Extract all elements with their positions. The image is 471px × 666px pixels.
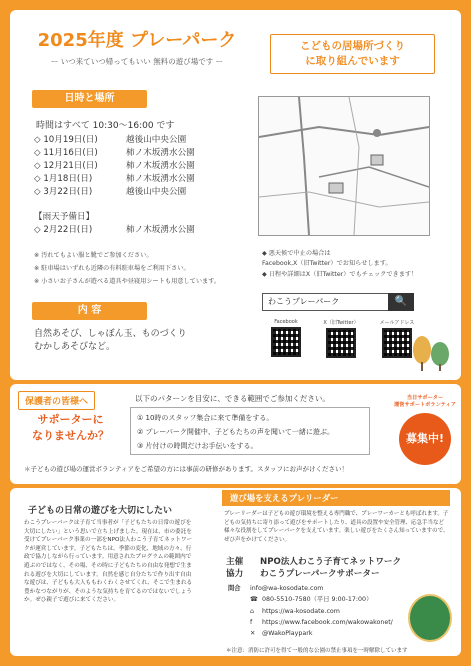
search-box[interactable]: わこうプレーパーク — [262, 293, 412, 311]
support-note: ＊子どもの遊び場の運営ボランティアをご希望の方には事前の研修があります。スタッフにお声がけください！ — [24, 465, 348, 473]
rain-day-label: 【雨天予備日】 — [34, 212, 95, 222]
contact-tel[interactable]: 080-5510-7580（平日 9:00-17:00） — [262, 596, 373, 604]
choice-line: ② プレーパーク開催中、子どもたちの声を聞いて一緒に遊ぶ。 — [137, 428, 335, 436]
badge-caption: 当日サポーター 運営サポートボランティア — [394, 395, 456, 408]
recruit-badge — [391, 395, 459, 465]
search-icon[interactable]: 🔍 — [388, 293, 414, 311]
qr-label: メールアドレス — [379, 320, 415, 326]
page-subtitle: ー いつ来ていつ帰ってもいい 無料の遊び場です ー — [50, 57, 224, 66]
schedule-row — [34, 159, 195, 172]
qr-label: X（旧Twitter） — [323, 320, 359, 326]
pattern-lead: 以下のパターンを目安に、できる範囲でご参加ください。 — [135, 394, 330, 403]
facebook-icon: f — [250, 618, 253, 626]
footer-note: ＊注意：消防に許可を得て一般的な公園の禁止事項を一時解除しています — [226, 648, 408, 654]
map-drawing — [259, 97, 429, 235]
schedule-list — [34, 133, 195, 198]
rain-place: 柿ノ木坂湧水公園 — [126, 225, 195, 235]
schedule-date: ◇ 12月21日(日) — [34, 161, 98, 171]
left-body: わこうプレーパークは子育て当事者が「子どもたちの日常の遊びを大切にしたい」という思いで立ち上げました。現在は、市の委託を受けてプレーパーク事業の一部をNPO法人わこう子育てネットワークが運営しています。子どもたちは、季節の変化、地域の方々、行政で協力しながら行っています。用意されたプログラムの範囲内で遊ぶのではなく、その場、その時に子どもたちの自由な発想で生まれる遊びを大切にしています。自然を感じ自分たちで作り出す自由な遊びは、子どもも大人ももわくわくさせてくれ、そこで生まれる豊かなつながりが、そのような気持ちを育てるのではないでしょうか。ぜひ親子で遊びに来てください。 — [24, 520, 193, 604]
left-title: 子どもの日常の遊びを大切にしたい — [28, 506, 173, 516]
right-notes — [262, 248, 417, 284]
page-title: 2025年度 プレーパーク — [37, 30, 237, 51]
home-icon: ⌂ — [250, 607, 254, 615]
schedule-place: 柿ノ木坂湧水公園 — [126, 174, 195, 184]
schedule-row — [34, 146, 195, 159]
schedule-place: 越後山中央公園 — [126, 187, 187, 197]
choice-line: ③ 片付けの時間だけお手伝いをする。 — [137, 442, 258, 450]
time-label: 時間はすべて 10:30〜16:00 です — [36, 121, 175, 131]
contact-facebook[interactable]: https://www.facebook.com/wakowakonet/ — [262, 618, 393, 626]
qr-code-icon — [271, 327, 301, 357]
contact-label: 問合 — [228, 585, 241, 592]
schedule-row — [34, 172, 195, 185]
schedule-place: 越後山中央公園 — [126, 135, 187, 145]
choice-line: ① 10時のスタッフ集合に来て準備をする。 — [137, 414, 274, 422]
mascot-emblem-icon — [408, 594, 452, 642]
schedule-row — [34, 185, 195, 198]
kodomo-ibasho-box — [270, 34, 435, 74]
content-line: 自然あそび、しゃぼん玉、ものづくり — [34, 329, 187, 339]
greeting-label: 保護者の皆様へ — [18, 391, 95, 410]
tree-illustration — [410, 334, 455, 376]
x-icon: ✕ — [250, 630, 256, 638]
note-line: ◆ 悪天候で中止の場合は — [262, 250, 331, 257]
note-line: Facebook,X（旧Twitter）でお知らせします。 — [262, 260, 392, 267]
qr-code-icon — [382, 328, 412, 358]
phone-icon: ☎ — [250, 596, 258, 604]
coop-label: 協力 — [226, 569, 244, 579]
organization — [226, 556, 401, 580]
badge-circle: 募集中! — [399, 413, 451, 465]
qr-code-icon — [326, 328, 356, 358]
host-label: 主催 — [226, 557, 244, 567]
rain-day-row — [34, 223, 195, 235]
contact-x[interactable]: @WakoPlaypark — [262, 630, 313, 638]
note-line: ※ 汚れてもよい服と靴でご参加ください。 — [34, 252, 153, 259]
schedule-row — [34, 133, 195, 146]
schedule-date: ◇ 3月22日(日) — [34, 187, 93, 197]
right-body: プレーリーダーは子どもの遊び環境を整える専門職で、プレーワーカーとも呼ばれます。子どもの気持ちに寄り添って遊びをサポートしたり、道具の設置や安全管理、応急手当など様々な役割をしてプレーパークを支えています。楽しい遊びをたくさん知っていますので、ぜひ声をかけてください。 — [224, 511, 449, 543]
area-map — [258, 96, 430, 236]
note-line: ※ 駐車場はいずれも近隣の有料駐車場をご利用下さい。 — [34, 265, 190, 272]
supporter-title: サポーターに なりませんか？ — [32, 413, 109, 442]
note-line: ◆ 日程や詳細はX（旧Twitter）でもチェックできます！ — [262, 271, 418, 278]
schedule-date: ◇ 10月19日(日) — [34, 135, 98, 145]
content-heading: 内 容 — [32, 302, 147, 320]
contact-site[interactable]: https://wa-kosodate.com — [262, 607, 340, 615]
host-name: NPO法人わこう子育てネットワーク — [260, 557, 402, 567]
schedule-place: 柿ノ木坂湧水公園 — [126, 161, 195, 171]
note-line: ※ 小さいお子さんが遊べる道具や昼寝用シートも用意しています。 — [34, 278, 221, 285]
contact-block — [228, 583, 393, 639]
kodomo-text: こどもの居場所づくり に取り組んでいます — [300, 40, 405, 67]
contact-email[interactable]: info@wa-kosodate.com — [250, 585, 324, 592]
rain-date: ◇ 2月22日(日) — [34, 225, 93, 235]
right-title: 遊び場を支えるプレリーダー — [222, 490, 450, 506]
schedule-notes — [34, 250, 220, 289]
choices-box — [130, 407, 370, 455]
qr-facebook[interactable] — [268, 319, 304, 357]
coop-name: わこうプレーパークサポーター — [260, 569, 380, 579]
schedule-place: 柿ノ木坂湧水公園 — [126, 148, 195, 158]
schedule-heading: 日時と場所 — [32, 90, 147, 108]
tree-icon — [410, 334, 455, 372]
schedule-date: ◇ 11月16日(日) — [34, 148, 98, 158]
content-body — [34, 328, 187, 354]
schedule-date: ◇ 1月18日(日) — [34, 174, 93, 184]
qr-label: Facebook — [274, 319, 298, 325]
qr-x[interactable] — [323, 319, 359, 358]
content-line: むかしあそびなど。 — [34, 342, 116, 352]
